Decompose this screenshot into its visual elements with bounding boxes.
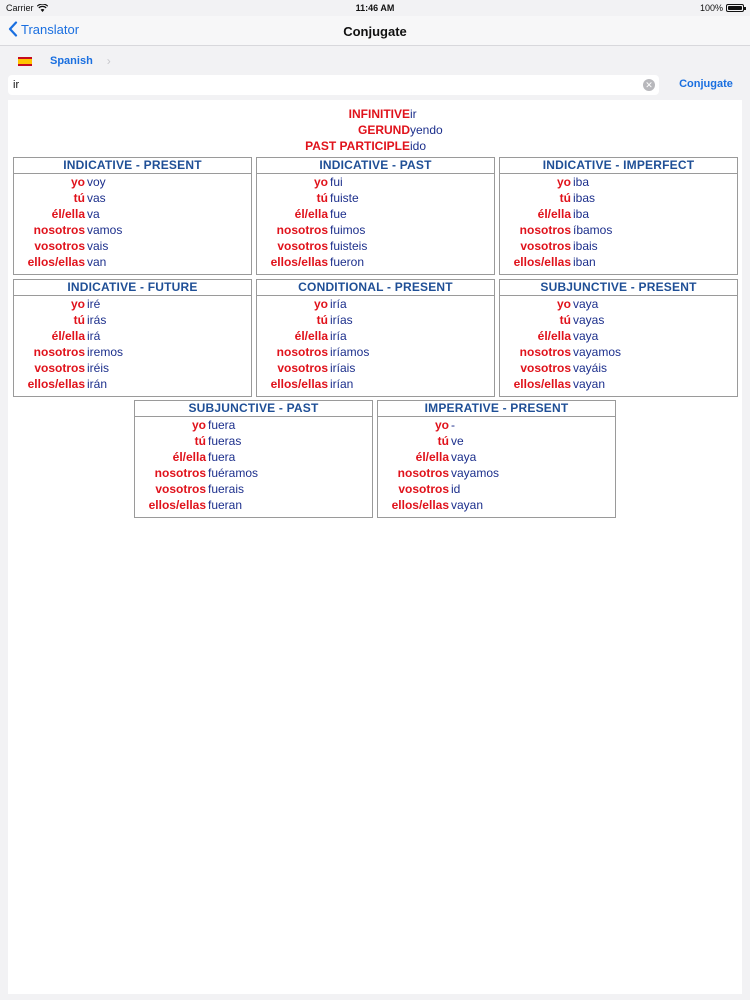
conjugation-row bbox=[500, 344, 737, 360]
verb-form: fuéramos bbox=[208, 466, 259, 480]
conjugation-row bbox=[135, 417, 372, 433]
verb-form: vaya bbox=[573, 329, 599, 343]
conjugation-row bbox=[14, 222, 251, 238]
pronoun: nosotros bbox=[33, 223, 85, 237]
conjugation-row bbox=[257, 222, 494, 238]
pronoun: tú bbox=[316, 191, 328, 205]
verb-form: iríais bbox=[330, 361, 356, 375]
pronoun: yo bbox=[70, 175, 85, 189]
conjugation-row bbox=[14, 360, 251, 376]
battery-fill bbox=[728, 6, 742, 10]
verb-form: vayas bbox=[573, 313, 605, 327]
conjugation-row bbox=[257, 312, 494, 328]
pronoun: vosotros bbox=[155, 482, 206, 496]
pronoun: tú bbox=[316, 313, 328, 327]
pronoun: vosotros bbox=[34, 239, 85, 253]
info-value: ido bbox=[410, 139, 427, 153]
verb-form: fueron bbox=[330, 255, 365, 269]
info-label: INFINITIVE bbox=[348, 107, 410, 121]
pronoun: tú bbox=[73, 191, 85, 205]
tense-title: INDICATIVE - IMPERFECT bbox=[500, 158, 737, 174]
carrier-label: Carrier bbox=[6, 3, 34, 13]
tense-box-subjunctive-present bbox=[499, 279, 738, 397]
pronoun: tú bbox=[559, 191, 571, 205]
conjugation-row bbox=[500, 312, 737, 328]
pronoun: nosotros bbox=[519, 345, 571, 359]
info-value: ir bbox=[410, 107, 417, 121]
verb-form: vas bbox=[87, 191, 106, 205]
verb-form: ve bbox=[451, 434, 464, 448]
verb-form: irían bbox=[330, 377, 354, 391]
battery-info bbox=[700, 3, 744, 13]
tense-title: IMPERATIVE - PRESENT bbox=[378, 401, 615, 417]
conjugation-row bbox=[500, 238, 737, 254]
conjugation-row bbox=[257, 376, 494, 392]
clear-icon[interactable]: ✕ bbox=[643, 79, 655, 91]
search-field bbox=[8, 75, 659, 95]
pronoun: ellos/ellas bbox=[148, 498, 206, 512]
verb-form: iba bbox=[573, 175, 590, 189]
chevron-right-icon: › bbox=[106, 54, 111, 68]
verb-form: irán bbox=[87, 377, 108, 391]
pronoun: nosotros bbox=[519, 223, 571, 237]
conjugation-row bbox=[135, 497, 372, 513]
conjugation-row bbox=[378, 497, 615, 513]
conjugation-panel bbox=[8, 100, 742, 994]
conjugation-row bbox=[14, 174, 251, 190]
verb-form: fuera bbox=[208, 418, 236, 432]
breadcrumb[interactable] bbox=[18, 54, 111, 68]
conjugation-row bbox=[500, 360, 737, 376]
pronoun: nosotros bbox=[276, 223, 328, 237]
pronoun: ellos/ellas bbox=[27, 255, 85, 269]
pronoun: él/ella bbox=[294, 207, 328, 221]
conjugation-row bbox=[14, 328, 251, 344]
navigation-bar bbox=[0, 16, 750, 46]
conjugation-row bbox=[14, 206, 251, 222]
pronoun: vosotros bbox=[398, 482, 449, 496]
gerund-row bbox=[8, 122, 742, 138]
conjugation-row bbox=[378, 449, 615, 465]
conjugation-row bbox=[500, 254, 737, 270]
tense-box-indicative-imperfect bbox=[499, 157, 738, 275]
pronoun: tú bbox=[73, 313, 85, 327]
status-bar bbox=[0, 0, 750, 16]
tense-title: INDICATIVE - PAST bbox=[257, 158, 494, 174]
verb-form: vayan bbox=[573, 377, 606, 391]
pronoun: nosotros bbox=[154, 466, 206, 480]
conjugation-row bbox=[14, 296, 251, 312]
verb-form: íbamos bbox=[573, 223, 613, 237]
verb-form: iban bbox=[573, 255, 596, 269]
verb-form: iba bbox=[573, 207, 590, 221]
pronoun: yo bbox=[556, 297, 571, 311]
verb-form: fuimos bbox=[330, 223, 366, 237]
pronoun: ellos/ellas bbox=[270, 377, 328, 391]
tense-box-subjunctive-past bbox=[134, 400, 373, 518]
verb-form: fueras bbox=[208, 434, 242, 448]
pronoun: yo bbox=[70, 297, 85, 311]
verb-form: vaya bbox=[451, 450, 477, 464]
conjugation-row bbox=[257, 254, 494, 270]
conjugation-row bbox=[378, 433, 615, 449]
conjugation-row bbox=[257, 190, 494, 206]
pronoun: nosotros bbox=[397, 466, 449, 480]
conjugation-row bbox=[500, 376, 737, 392]
pronoun: vosotros bbox=[277, 239, 328, 253]
tense-box-indicative-past bbox=[256, 157, 495, 275]
verb-form: fuiste bbox=[330, 191, 359, 205]
conjugation-row bbox=[257, 238, 494, 254]
conjugation-row bbox=[257, 344, 494, 360]
pronoun: él/ella bbox=[415, 450, 449, 464]
pronoun: tú bbox=[437, 434, 449, 448]
conjugation-row bbox=[14, 190, 251, 206]
tense-title: INDICATIVE - PRESENT bbox=[14, 158, 251, 174]
tense-box-indicative-future bbox=[13, 279, 252, 397]
verb-form: fueran bbox=[208, 498, 243, 512]
conjugation-row bbox=[135, 481, 372, 497]
pronoun: nosotros bbox=[276, 345, 328, 359]
conjugation-row bbox=[500, 206, 737, 222]
tense-title: INDICATIVE - FUTURE bbox=[14, 280, 251, 296]
pronoun: yo bbox=[556, 175, 571, 189]
conjugation-row bbox=[500, 174, 737, 190]
conjugation-row bbox=[135, 465, 372, 481]
conjugation-row bbox=[257, 296, 494, 312]
pronoun: él/ella bbox=[51, 329, 85, 343]
tense-title: SUBJUNCTIVE - PAST bbox=[135, 401, 372, 417]
language-label[interactable]: Spanish bbox=[50, 55, 93, 67]
pronoun: yo bbox=[191, 418, 206, 432]
verb-form: va bbox=[87, 207, 100, 221]
conjugation-row bbox=[257, 360, 494, 376]
verb-form: irá bbox=[87, 329, 101, 343]
verb-form: vais bbox=[87, 239, 109, 253]
conjugation-row bbox=[378, 465, 615, 481]
pronoun: vosotros bbox=[34, 361, 85, 375]
conjugation-row bbox=[500, 222, 737, 238]
pronoun: vosotros bbox=[277, 361, 328, 375]
verb-form: iréis bbox=[87, 361, 110, 375]
verb-form: ibais bbox=[573, 239, 598, 253]
verb-form: voy bbox=[87, 175, 106, 189]
verb-form: iremos bbox=[87, 345, 124, 359]
verb-form: ibas bbox=[573, 191, 596, 205]
verb-form: fuisteis bbox=[330, 239, 368, 253]
tense-box-indicative-present bbox=[13, 157, 252, 275]
pronoun: tú bbox=[559, 313, 571, 327]
verb-form: van bbox=[87, 255, 107, 269]
pronoun: yo bbox=[313, 175, 328, 189]
conjugation-row bbox=[257, 206, 494, 222]
verb-form: id bbox=[451, 482, 461, 496]
infinitive-row bbox=[8, 106, 742, 122]
pronoun: yo bbox=[434, 418, 449, 432]
verb-form: vaya bbox=[573, 297, 599, 311]
conjugation-row bbox=[257, 174, 494, 190]
info-label: GERUND bbox=[357, 123, 410, 137]
battery-icon bbox=[726, 4, 744, 12]
conjugation-row bbox=[14, 254, 251, 270]
back-button-label: Translator bbox=[21, 21, 80, 37]
pronoun: yo bbox=[313, 297, 328, 311]
verb-form: vayamos bbox=[573, 345, 622, 359]
conjugation-row bbox=[378, 417, 615, 433]
past-participle-row bbox=[8, 138, 742, 154]
verb-form: vayáis bbox=[573, 361, 608, 375]
verb-form: irás bbox=[87, 313, 107, 327]
conjugate-button[interactable]: Conjugate bbox=[679, 78, 733, 90]
conjugation-row bbox=[500, 296, 737, 312]
conjugation-row bbox=[14, 238, 251, 254]
pronoun: ellos/ellas bbox=[513, 255, 571, 269]
tense-title: CONDITIONAL - PRESENT bbox=[257, 280, 494, 296]
tense-box-conditional-present bbox=[256, 279, 495, 397]
conjugation-row bbox=[500, 190, 737, 206]
pronoun: él/ella bbox=[172, 450, 206, 464]
conjugation-row bbox=[500, 328, 737, 344]
verb-form: iría bbox=[330, 297, 347, 311]
pronoun: él/ella bbox=[294, 329, 328, 343]
conjugation-row bbox=[135, 449, 372, 465]
pronoun: ellos/ellas bbox=[513, 377, 571, 391]
pronoun: él/ella bbox=[537, 329, 571, 343]
pronoun: tú bbox=[194, 434, 206, 448]
info-value: yendo bbox=[410, 123, 443, 137]
verb-form: iríamos bbox=[330, 345, 370, 359]
status-time: 11:46 AM bbox=[355, 3, 395, 13]
verb-form: iré bbox=[87, 297, 101, 311]
pronoun: él/ella bbox=[537, 207, 571, 221]
spain-flag-icon bbox=[18, 57, 32, 66]
verb-form: fue bbox=[330, 207, 347, 221]
tense-box-imperative-present bbox=[377, 400, 616, 518]
pronoun: vosotros bbox=[520, 239, 571, 253]
pronoun: ellos/ellas bbox=[270, 255, 328, 269]
verb-form: vayamos bbox=[451, 466, 500, 480]
verb-form: fuerais bbox=[208, 482, 245, 496]
conjugation-row bbox=[14, 312, 251, 328]
tense-title: SUBJUNCTIVE - PRESENT bbox=[500, 280, 737, 296]
verb-info bbox=[8, 106, 742, 154]
verb-input[interactable] bbox=[8, 76, 643, 94]
pronoun: vosotros bbox=[520, 361, 571, 375]
conjugation-row bbox=[257, 328, 494, 344]
pronoun: nosotros bbox=[33, 345, 85, 359]
conjugation-row bbox=[378, 481, 615, 497]
page-title: Conjugate bbox=[343, 24, 407, 39]
verb-form: iría bbox=[330, 329, 347, 343]
verb-form: irías bbox=[330, 313, 353, 327]
pronoun: ellos/ellas bbox=[391, 498, 449, 512]
verb-form: vamos bbox=[87, 223, 123, 237]
conjugation-row bbox=[14, 344, 251, 360]
conjugation-row bbox=[135, 433, 372, 449]
verb-form: vayan bbox=[451, 498, 484, 512]
verb-form: fui bbox=[330, 175, 343, 189]
verb-form: fuera bbox=[208, 450, 236, 464]
verb-form: - bbox=[451, 418, 455, 432]
battery-percent: 100% bbox=[699, 3, 723, 13]
pronoun: ellos/ellas bbox=[27, 377, 85, 391]
conjugation-row bbox=[14, 376, 251, 392]
info-label: PAST PARTICIPLE bbox=[305, 139, 410, 153]
pronoun: él/ella bbox=[51, 207, 85, 221]
